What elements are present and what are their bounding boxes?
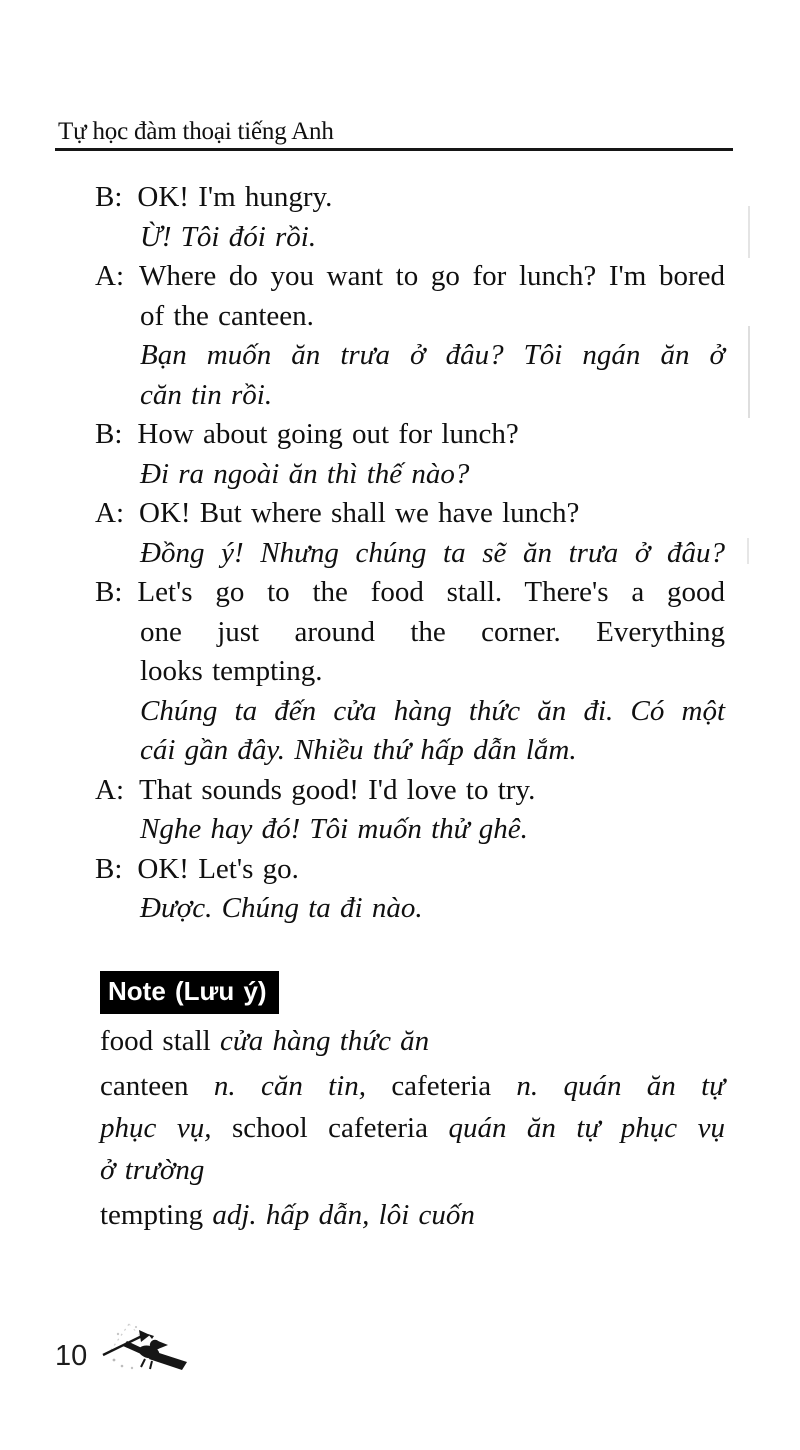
vietnamese-line: căn tin rồi. bbox=[140, 378, 273, 411]
speaker-label: B: bbox=[95, 576, 123, 608]
page-number: 10 bbox=[55, 1340, 88, 1372]
dialogue-english-line: looks tempting. bbox=[140, 655, 323, 687]
vietnamese-line: cái gần đây. Nhiều thứ hấp dẫn lắm. bbox=[140, 734, 577, 766]
dialogue-english-line bbox=[95, 257, 725, 297]
dialogue-entry bbox=[95, 415, 725, 494]
vocab-term: school cafeteria bbox=[231, 1112, 449, 1144]
note-section bbox=[100, 971, 725, 1236]
dialogue-english-line bbox=[95, 178, 725, 218]
dialogue-entry bbox=[95, 178, 725, 257]
english-text: Let's go to the food stall. There's a good bbox=[137, 576, 725, 608]
vocab-translation: adj. hấp dẫn, lôi cuốn bbox=[212, 1199, 475, 1231]
vocab-line bbox=[100, 1065, 725, 1107]
speaker-label: B: bbox=[95, 852, 123, 885]
dialogue-entry bbox=[95, 850, 725, 929]
vocab-term: food stall bbox=[100, 1025, 220, 1057]
english-text: OK! I'm hungry. bbox=[137, 181, 333, 213]
dialogue-english-line bbox=[95, 573, 725, 613]
scan-artifact-line bbox=[747, 538, 749, 564]
running-header: Tự học đàm thoại tiếng Anh bbox=[58, 118, 334, 145]
english-text: How about going out for lunch? bbox=[137, 418, 519, 450]
speaker-label: A: bbox=[95, 497, 124, 529]
vietnamese-line: Được. Chúng ta đi nào. bbox=[140, 892, 423, 924]
speaker-label: A: bbox=[95, 773, 124, 806]
vocab-translation: quán ăn tự phục vụ bbox=[448, 1112, 725, 1144]
vocab-translation: n. căn tin, bbox=[213, 1070, 392, 1102]
dialogue-entry bbox=[95, 771, 725, 850]
vietnamese-line: Bạn muốn ăn trưa ở đâu? Tôi ngán ăn ở bbox=[140, 339, 725, 371]
vocabulary-list bbox=[100, 1020, 725, 1236]
english-text: OK! But where shall we have lunch? bbox=[139, 497, 580, 529]
dialogue-english-line: of the canteen. bbox=[140, 299, 314, 332]
vocab-translation: phục vụ, bbox=[100, 1112, 232, 1144]
vietnamese-line: Ừ! Tôi đói rồi. bbox=[140, 220, 317, 253]
vietnamese-line: Chúng ta đến cửa hàng thức ăn đi. Có một bbox=[140, 694, 725, 727]
header-rule bbox=[55, 148, 733, 151]
dialogue-section bbox=[95, 178, 725, 929]
vocab-line bbox=[100, 1107, 725, 1149]
dialogue-english-line bbox=[95, 771, 725, 811]
vocab-translation: ở trường bbox=[100, 1154, 205, 1186]
dialogue-english-line: one just around the corner. Everything bbox=[140, 615, 725, 648]
scan-artifact-line bbox=[748, 326, 750, 418]
vocab-line bbox=[100, 1194, 725, 1236]
dialogue-entry bbox=[95, 257, 725, 415]
vocab-term: canteen bbox=[100, 1070, 214, 1102]
vietnamese-line: Đi ra ngoài ăn thì thế nào? bbox=[140, 457, 470, 490]
vocab-translation: cửa hàng thức ăn bbox=[220, 1025, 430, 1057]
vocab-line bbox=[100, 1020, 725, 1062]
speaker-label: B: bbox=[95, 181, 123, 213]
scan-artifact-line bbox=[748, 206, 750, 258]
vocab-translation: n. quán ăn tự bbox=[516, 1070, 725, 1102]
vocab-term: tempting bbox=[100, 1199, 213, 1231]
english-text: OK! Let's go. bbox=[137, 852, 299, 885]
vietnamese-line: Nghe hay đó! Tôi muốn thử ghê. bbox=[140, 813, 528, 845]
dialogue-english-line bbox=[95, 494, 725, 534]
speaker-label: B: bbox=[95, 418, 123, 450]
dialogue-english-line bbox=[95, 850, 725, 890]
vietnamese-line: Đồng ý! Nhưng chúng ta sẽ ăn trưa ở đâu? bbox=[140, 536, 725, 569]
english-text: Where do you want to go for lunch? I'm bored bbox=[139, 260, 725, 292]
bird-illustration-icon bbox=[97, 1320, 202, 1375]
english-text: That sounds good! I'd love to try. bbox=[139, 773, 536, 806]
note-title-badge: Note (Lưu ý) bbox=[100, 971, 279, 1014]
dialogue-entry bbox=[95, 494, 725, 573]
vocab-term: cafeteria bbox=[391, 1070, 517, 1102]
vocab-line bbox=[100, 1149, 725, 1191]
dialogue-english-line bbox=[95, 415, 725, 455]
speaker-label: A: bbox=[95, 260, 124, 292]
dialogue-entry bbox=[95, 573, 725, 771]
